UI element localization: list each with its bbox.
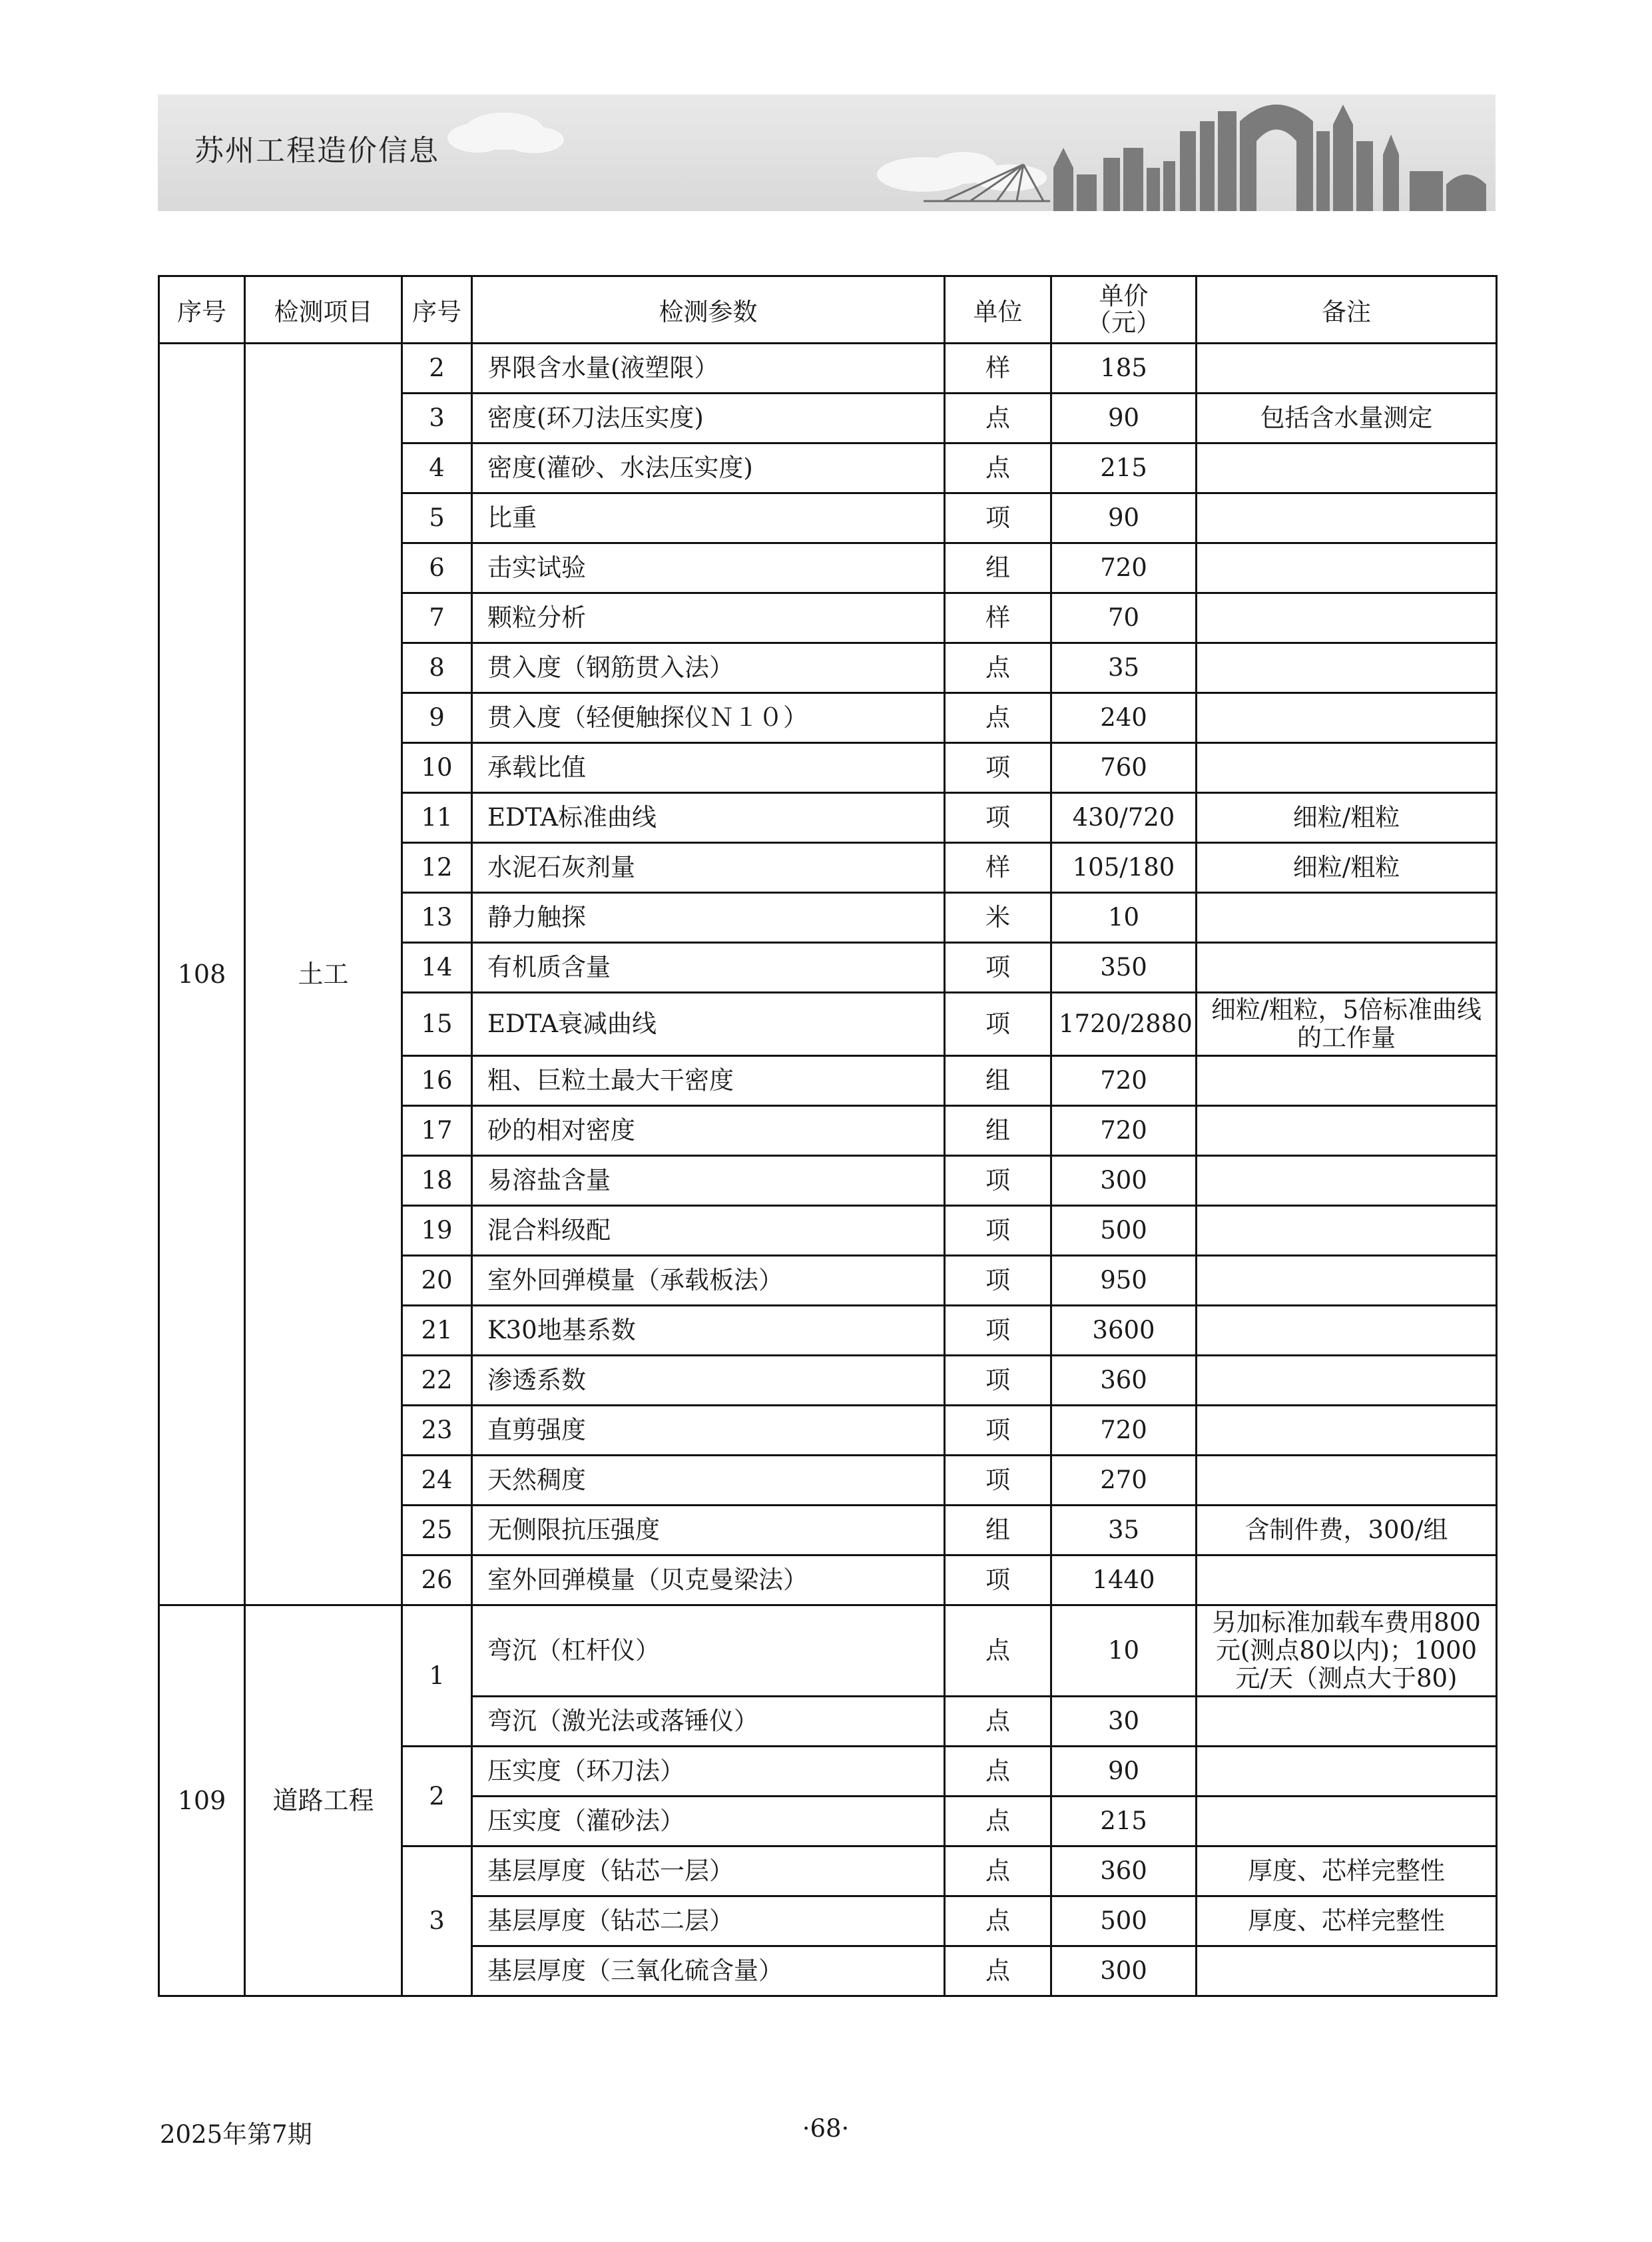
param-cell: EDTA标准曲线	[472, 793, 945, 843]
unit-cell: 点	[945, 443, 1051, 493]
remark-cell	[1197, 1206, 1497, 1256]
unit-cell: 点	[945, 1946, 1051, 1996]
param-cell: 贯入度（钢筋贯入法）	[472, 643, 945, 693]
unit-cell: 点	[945, 1605, 1051, 1697]
group-number-cell: 109	[159, 1605, 245, 1996]
price-cell: 430/720	[1051, 793, 1197, 843]
column-header-no: 序号	[159, 276, 245, 344]
remark-cell	[1197, 1106, 1497, 1156]
price-cell: 360	[1051, 1356, 1197, 1406]
header-banner	[158, 95, 1496, 211]
unit-cell: 项	[945, 1406, 1051, 1456]
sub-number-cell: 14	[402, 943, 472, 993]
price-cell: 1720/2880	[1051, 993, 1197, 1056]
remark-cell	[1197, 1256, 1497, 1306]
skyline-buildings	[1053, 105, 1486, 211]
column-header-param: 检测参数	[472, 276, 945, 344]
remark-cell	[1197, 344, 1497, 394]
sub-number-cell: 22	[402, 1356, 472, 1406]
param-cell: 比重	[472, 493, 945, 543]
price-cell: 90	[1051, 493, 1197, 543]
param-cell: 水泥石灰剂量	[472, 843, 945, 893]
param-cell: 无侧限抗压强度	[472, 1506, 945, 1555]
remark-cell: 细粒/粗粒	[1197, 793, 1497, 843]
sub-number-cell: 24	[402, 1456, 472, 1506]
price-cell: 35	[1051, 643, 1197, 693]
unit-cell: 项	[945, 993, 1051, 1056]
price-cell: 10	[1051, 1605, 1197, 1697]
param-cell: 界限含水量(液塑限）	[472, 344, 945, 394]
unit-cell: 点	[945, 394, 1051, 443]
sub-number-cell: 3	[402, 394, 472, 443]
sub-number-cell: 18	[402, 1156, 472, 1206]
price-cell: 1440	[1051, 1555, 1197, 1605]
sub-number-cell: 26	[402, 1555, 472, 1605]
price-cell: 720	[1051, 543, 1197, 593]
column-header-unit: 单位	[945, 276, 1051, 344]
sub-number-cell: 16	[402, 1056, 472, 1106]
price-cell: 70	[1051, 593, 1197, 643]
param-cell: 室外回弹模量（承载板法）	[472, 1256, 945, 1306]
unit-cell: 项	[945, 1156, 1051, 1206]
price-cell: 105/180	[1051, 843, 1197, 893]
remark-cell	[1197, 1406, 1497, 1456]
param-cell: 天然稠度	[472, 1456, 945, 1506]
unit-cell: 点	[945, 1896, 1051, 1946]
param-cell: K30地基系数	[472, 1306, 945, 1356]
table-header-row	[159, 276, 1497, 344]
sub-number-cell: 23	[402, 1406, 472, 1456]
remark-cell: 含制件费，300/组	[1197, 1506, 1497, 1555]
column-header-price: 单价 （元）	[1051, 276, 1197, 344]
unit-cell: 项	[945, 943, 1051, 993]
param-cell: 易溶盐含量	[472, 1156, 945, 1206]
unit-cell: 项	[945, 1356, 1051, 1406]
remark-cell	[1197, 1156, 1497, 1206]
sub-number-cell: 4	[402, 443, 472, 493]
sub-number-cell: 21	[402, 1306, 472, 1356]
remark-cell	[1197, 543, 1497, 593]
remark-cell: 细粒/粗粒，5倍标准曲线的工作量	[1197, 993, 1497, 1056]
price-cell: 185	[1051, 344, 1197, 394]
remark-cell	[1197, 443, 1497, 493]
remark-cell: 包括含水量测定	[1197, 394, 1497, 443]
remark-cell: 细粒/粗粒	[1197, 843, 1497, 893]
param-cell: 有机质含量	[472, 943, 945, 993]
inspection-price-table	[158, 275, 1498, 1997]
price-cell: 720	[1051, 1406, 1197, 1456]
remark-cell	[1197, 643, 1497, 693]
unit-cell: 样	[945, 843, 1051, 893]
unit-cell: 项	[945, 1256, 1051, 1306]
price-cell: 720	[1051, 1056, 1197, 1106]
table-row	[159, 344, 1497, 394]
unit-cell: 点	[945, 1797, 1051, 1846]
sub-number-cell: 3	[402, 1846, 472, 1996]
price-cell: 950	[1051, 1256, 1197, 1306]
price-cell: 10	[1051, 893, 1197, 943]
unit-cell: 样	[945, 593, 1051, 643]
unit-cell: 组	[945, 543, 1051, 593]
unit-cell: 项	[945, 743, 1051, 793]
param-cell: 粗、巨粒土最大干密度	[472, 1056, 945, 1106]
remark-cell	[1197, 1555, 1497, 1605]
param-cell: 弯沉（激光法或落锤仪）	[472, 1697, 945, 1747]
unit-cell: 组	[945, 1106, 1051, 1156]
unit-cell: 项	[945, 793, 1051, 843]
remark-cell: 厚度、芯样完整性	[1197, 1846, 1497, 1896]
param-cell: 弯沉（杠杆仪）	[472, 1605, 945, 1697]
price-cell: 35	[1051, 1506, 1197, 1555]
param-cell: 贯入度（轻便触探仪Ｎ１０）	[472, 693, 945, 743]
remark-cell	[1197, 1056, 1497, 1106]
page-number: ·68·	[802, 2114, 850, 2143]
price-cell: 350	[1051, 943, 1197, 993]
remark-cell	[1197, 893, 1497, 943]
sub-number-cell: 25	[402, 1506, 472, 1555]
param-cell: 击实试验	[472, 543, 945, 593]
price-cell: 270	[1051, 1456, 1197, 1506]
sub-number-cell: 12	[402, 843, 472, 893]
unit-cell: 点	[945, 693, 1051, 743]
sub-number-cell: 7	[402, 593, 472, 643]
unit-cell: 项	[945, 1456, 1051, 1506]
param-cell: 承载比值	[472, 743, 945, 793]
price-cell: 300	[1051, 1156, 1197, 1206]
param-cell: 基层厚度（钻芯二层）	[472, 1896, 945, 1946]
unit-cell: 项	[945, 1206, 1051, 1256]
sub-number-cell: 11	[402, 793, 472, 843]
unit-cell: 点	[945, 1697, 1051, 1747]
param-cell: 静力触探	[472, 893, 945, 943]
issue-label: 2025年第7期	[160, 2120, 312, 2149]
remark-cell: 另加标准加载车费用800元(测点80以内)；1000元/天（测点大于80)	[1197, 1605, 1497, 1697]
unit-cell: 点	[945, 643, 1051, 693]
remark-cell	[1197, 593, 1497, 643]
remark-cell	[1197, 743, 1497, 793]
price-cell: 30	[1051, 1697, 1197, 1747]
param-cell: 压实度（环刀法）	[472, 1747, 945, 1797]
price-cell: 500	[1051, 1896, 1197, 1946]
price-cell: 720	[1051, 1106, 1197, 1156]
remark-cell	[1197, 1747, 1497, 1797]
sub-number-cell: 2	[402, 344, 472, 394]
publication-title: 苏州工程造价信息	[194, 134, 439, 168]
remark-cell: 厚度、芯样完整性	[1197, 1896, 1497, 1946]
unit-cell: 组	[945, 1056, 1051, 1106]
price-cell: 90	[1051, 1747, 1197, 1797]
column-header-sub-no: 序号	[402, 276, 472, 344]
remark-cell	[1197, 1306, 1497, 1356]
sub-number-cell: 6	[402, 543, 472, 593]
sub-number-cell: 10	[402, 743, 472, 793]
group-project-cell: 道路工程	[245, 1605, 402, 1996]
cloud-shapes	[447, 113, 1047, 192]
unit-cell: 点	[945, 1846, 1051, 1896]
sub-number-cell: 8	[402, 643, 472, 693]
unit-cell: 组	[945, 1506, 1051, 1555]
unit-cell: 点	[945, 1747, 1051, 1797]
price-cell: 215	[1051, 443, 1197, 493]
sub-number-cell: 15	[402, 993, 472, 1056]
unit-cell: 项	[945, 493, 1051, 543]
price-cell: 360	[1051, 1846, 1197, 1896]
group-number-cell: 108	[159, 344, 245, 1605]
sub-number-cell: 5	[402, 493, 472, 543]
remark-cell	[1197, 1356, 1497, 1406]
param-cell: EDTA衰减曲线	[472, 993, 945, 1056]
sub-number-cell: 2	[402, 1747, 472, 1846]
param-cell: 密度(灌砂、水法压实度)	[472, 443, 945, 493]
remark-cell	[1197, 943, 1497, 993]
sub-number-cell: 19	[402, 1206, 472, 1256]
remark-cell	[1197, 693, 1497, 743]
param-cell: 砂的相对密度	[472, 1106, 945, 1156]
sub-number-cell: 9	[402, 693, 472, 743]
price-cell: 500	[1051, 1206, 1197, 1256]
param-cell: 混合料级配	[472, 1206, 945, 1256]
param-cell: 基层厚度（三氧化硫含量）	[472, 1946, 945, 1996]
sub-number-cell: 13	[402, 893, 472, 943]
price-cell: 240	[1051, 693, 1197, 743]
price-cell: 215	[1051, 1797, 1197, 1846]
remark-cell	[1197, 493, 1497, 543]
sub-number-cell: 20	[402, 1256, 472, 1306]
param-cell: 压实度（灌砂法）	[472, 1797, 945, 1846]
sub-number-cell: 1	[402, 1605, 472, 1747]
table-row	[159, 1605, 1497, 1697]
column-header-remark: 备注	[1197, 276, 1497, 344]
price-cell: 90	[1051, 394, 1197, 443]
param-cell: 室外回弹模量（贝克曼梁法）	[472, 1555, 945, 1605]
param-cell: 渗透系数	[472, 1356, 945, 1406]
price-cell: 3600	[1051, 1306, 1197, 1356]
remark-cell	[1197, 1456, 1497, 1506]
price-cell: 300	[1051, 1946, 1197, 1996]
param-cell: 密度(环刀法压实度)	[472, 394, 945, 443]
param-cell: 直剪强度	[472, 1406, 945, 1456]
remark-cell	[1197, 1697, 1497, 1747]
remark-cell	[1197, 1797, 1497, 1846]
group-project-cell: 土工	[245, 344, 402, 1605]
sub-number-cell: 17	[402, 1106, 472, 1156]
unit-cell: 米	[945, 893, 1051, 943]
table-body	[159, 344, 1497, 1996]
remark-cell	[1197, 1946, 1497, 1996]
unit-cell: 项	[945, 1555, 1051, 1605]
param-cell: 颗粒分析	[472, 593, 945, 643]
price-cell: 760	[1051, 743, 1197, 793]
unit-cell: 样	[945, 344, 1051, 394]
param-cell: 基层厚度（钻芯一层）	[472, 1846, 945, 1896]
column-header-project: 检测项目	[245, 276, 402, 344]
unit-cell: 项	[945, 1306, 1051, 1356]
